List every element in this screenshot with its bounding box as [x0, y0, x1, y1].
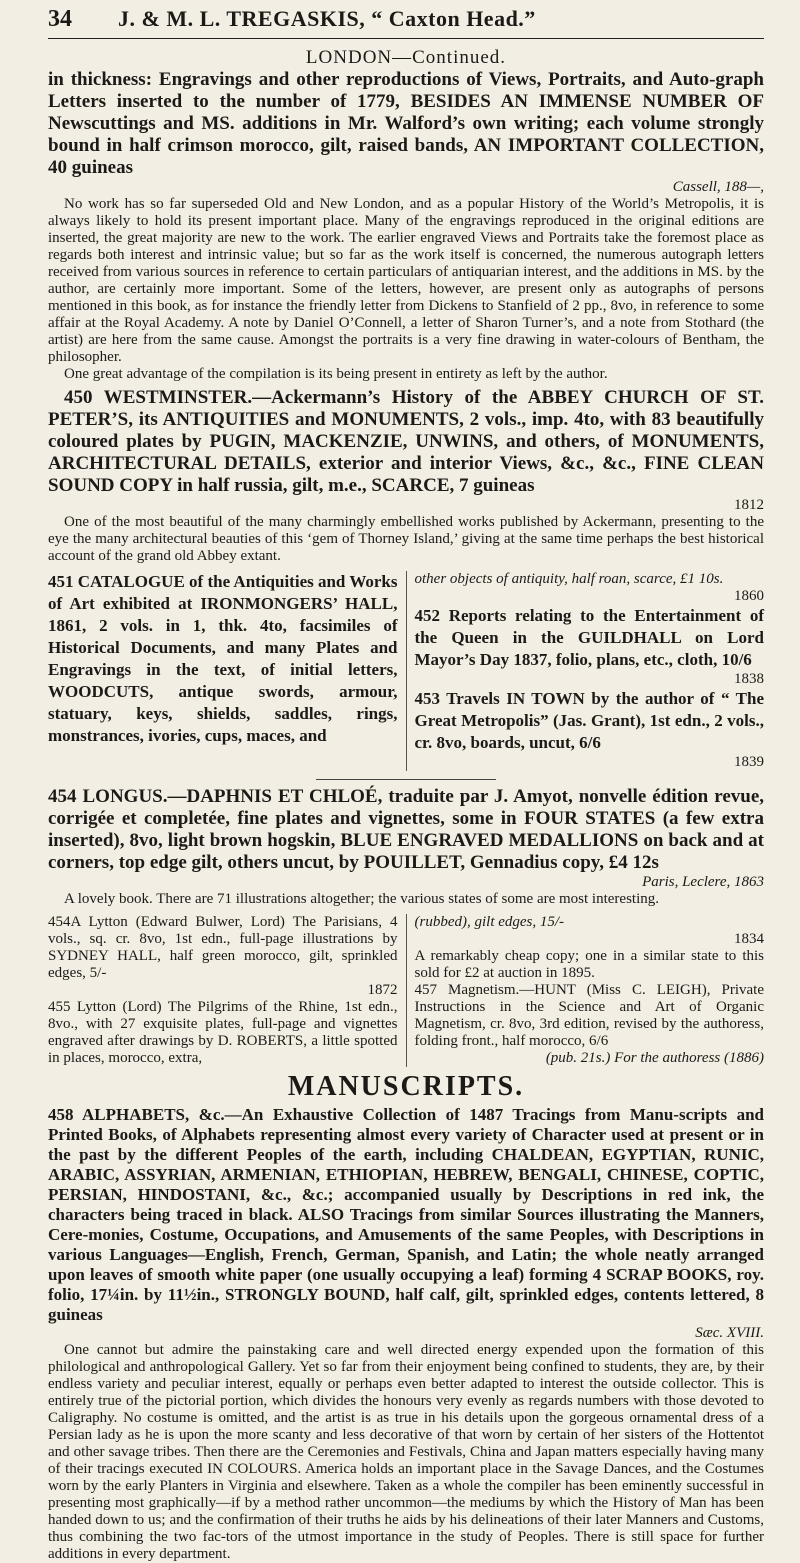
section-title: LONDON—Continued. — [305, 47, 507, 68]
entry-455-year: 1834 — [734, 931, 764, 947]
running-head — [48, 0, 764, 39]
entry-454a-year: 1872 — [367, 982, 398, 998]
entry-452: 452 Reports relating to the Entertainment of the Queen in the GUILDHALL on Lord Mayor’s Day 1837, folio, plans, etc., cloth, 10/6 — [414, 606, 764, 669]
two-column-block-1 — [48, 571, 764, 771]
entry-london-intro: in thickness: Engravings and other reproductions of Views, Portraits, and Auto-graph Letters inserted to the number of 1779, BESIDES AN IMMENSE NUMBER OF Newscuttings and MS. additions in Mr. Walford’s own writing; each volume strongly bound in half crimson morocco, gilt, raised bands, AN IMPORTANT COLLECTION, 40 guineas — [48, 69, 764, 178]
page-number: 34 — [48, 6, 72, 32]
entry-451-year: 1860 — [734, 588, 764, 604]
entry-453-year: 1839 — [734, 754, 764, 770]
entry-451-continuation: other objects of antiquity, half roan, scarce, £1 10s. — [414, 571, 724, 587]
manuscripts-heading: MANUSCRIPTS. — [287, 1071, 525, 1102]
entry-451: 451 CATALOGUE of the Antiquities and Works of Art exhibited at IRONMONGERS’ HALL, 1861, 2 vols. in 1, thk. 4to, facsimiles of Historical Documents, and many Plates and Engravings in the text, of initial letters, WOODCUTS, antique swords, armour, statuary, keys, shields, saddles, rings, monstrances, ivories, cups, maces, and — [48, 572, 398, 745]
entry-450-year: 1812 — [734, 497, 764, 513]
entry-457: 457 Magnetism.—HUNT (Miss C. LEIGH), Private Instructions in the Science and Art of Organic Magnetism, cr. 8vo, 3rd edition, revised by the authoress, folding front., half morocco, 6/6 — [414, 982, 764, 1049]
entry-450: 450 WESTMINSTER.—Ackermann’s History of the ABBEY CHURCH OF ST. PETER’S, its ANTIQUITIES and MONUMENTS, 2 vols., imp. 4to, with 83 beautifully coloured plates by PUGIN, MACKENZIE, UNWINS, and others, of MONUMENTS, ARCHITECTURAL DETAILS, exterior and interior Views, &c., &c., FINE CLEAN SOUND COPY in half russia, gilt, m.e., SCARCE, 7 guineas — [48, 387, 764, 496]
entry-london-note-2: One great advantage of the compilation is its being present in entirety as left by the author. — [64, 366, 608, 382]
entry-454a: 454A Lytton (Edward Bulwer, Lord) The Parisians, 4 vols., sq. cr. 8vo, 1st edn., full-page illustrations by SYDNEY HALL, half green morocco, gilt, sprinkled edges, 5/- — [48, 914, 398, 981]
entry-450-note: One of the most beautiful of the many charmingly embellished works published by Ackermann, presenting to the eye the many architectural beauties of this ‘gem of Thorney Island,’ giving at the same time perhaps the best historical account of the grand old Abbey extant. — [48, 514, 764, 564]
entry-455-note: A remarkably cheap copy; one in a similar state to this sold for £2 at auction in 1895. — [414, 948, 764, 981]
entry-458-date: Sæc. XVIII. — [695, 1325, 764, 1341]
entry-454-note: A lovely book. There are 71 illustrations altogether; the various states of some are most interesting. — [64, 891, 659, 907]
entry-454: 454 LONGUS.—DAPHNIS ET CHLOÉ, traduite par J. Amyot, nonvelle édition revue, corrigée et completée, fine plates and vignettes, some in FOUR STATES (a few extra inserted), 8vo, light brown hogskin, BLUE ENGRAVED MEDALLIONS on back and at corners, top edge gilt, others uncut, by POUILLET, Gennadius copy, £4 12s — [48, 786, 764, 873]
entry-458-note: One cannot but admire the painstaking care and well directed energy expended upon the formation of this philological and anthropological Gallery. Yet so far from their enjoyment being confined to students, they are, by their endless variety and peculiar interest, equally or perhaps even better adapted to interest the outside collector. This is entirely true of the pictorial portion, which divides the honours very evenly as regards numbers with those devoted to Caligraphy. No costume is omitted, and the artist is as true in his details upon the gorgeous ornamental dress of a Persian lady as he is upon the more scanty and less decorative of that worn by certain of her sisters of the Hottentot and other savage tribes. Then there are the Ceremonies and Festivals, China and Japan matters especially having many of their tracings executed IN COLOURS. America holds an important place in the Savage Dances, and the Costumes worn by the early Planters in Virginia and elsewhere. Taken as a whole the compiler has been eminently successful in presenting most graphically—if by a method rather uncommon—the mediums by which the History of Man has been handed down to us; and the confirmation of their truths he aids by his delineations of their later Manners and Customs, thus combining the two fac-tors of the utmost importance in the study of Peoples. There is still space for further additions in every department. — [48, 1342, 764, 1562]
entry-455: 455 Lytton (Lord) The Pilgrims of the Rhine, 1st edn., 8vo., with 27 exquisite plates, full-page and vignettes engraved after drawings by D. ROBERTS, a little spotted in places, morocco, extra, — [48, 999, 398, 1066]
entry-457-imprint: (pub. 21s.) For the authoress (1886) — [545, 1050, 764, 1066]
entry-458: 458 ALPHABETS, &c.—An Exhaustive Collection of 1487 Tracings from Manu-scripts and Printed Books, of Alphabets representing almost every variety of Character used at present or in the past by the different Peoples of the earth, including CHALDEAN, EGYPTIAN, RUNIC, ARABIC, ASSYRIAN, ARMENIAN, ETHIOPIAN, HEBREW, BENGALI, CHINESE, COPTIC, PERSIAN, HINDOSTANI, &c., &c.; accompanied usually by Descriptions in red ink, the characters being traced in black. ALSO Tracings from similar Sources illustrating the Manners, Cere-monies, Costume, Occupations, and Amusements of the same Peoples, with Descriptions in various Languages—English, French, German, Spanish, and Latin; the whole neatly arranged upon leaves of smooth white paper (one usually occupying a leaf) forming 4 SCRAP BOOKS, roy. folio, 17¼in. by 11½in., STRONGLY BOUND, half calf, gilt, sprinkled edges, contents lettered, 8 guineas — [48, 1105, 764, 1324]
entry-london-imprint: Cassell, 188—, — [672, 179, 764, 195]
two-column-block-2 — [48, 914, 764, 1067]
entry-london-note: No work has so far superseded Old and New London, and as a popular History of the World’s Metropolis, it is always likely to hold its present important place. Many of the engravings reproduced in the original editions are inserted, the great majority are new to the work. The earlier engraved Views and Portraits take the foremost place as regards both interest and intrinsic value; but so far as the work itself is concerned, the numerous autograph letters received from various sources in reference to certain particulars of antiquarian interest, and the additions in MS. by the author, are certainly more important. Some of the letters, however, are present only as autographs of persons mentioned in this book, as for instance the friendly letter from Dickens to Stanfield of 2 pp., 8vo, in reference to some affair at the Royal Academy. A note by Daniel O’Connell, a letter of Sharon Turner’s, and a note from Stothard (the artist) are here from the same cause. Amongst the portraits is a very fine drawing in water-colours of Bentham, the philosopher. — [48, 196, 764, 365]
running-head-title: J. & M. L. TREGASKIS, “ Caxton Head.” — [118, 6, 536, 31]
entry-452-year: 1838 — [734, 671, 764, 687]
entry-455-continuation: (rubbed), gilt edges, 15/- — [414, 914, 565, 930]
entry-453: 453 Travels IN TOWN by the author of “ The Great Metropolis” (Jas. Grant), 1st edn., 2 vols., cr. 8vo, boards, uncut, 6/6 — [414, 689, 764, 752]
divider-rule — [316, 779, 496, 780]
entry-454-imprint: Paris, Leclere, 1863 — [642, 874, 764, 890]
